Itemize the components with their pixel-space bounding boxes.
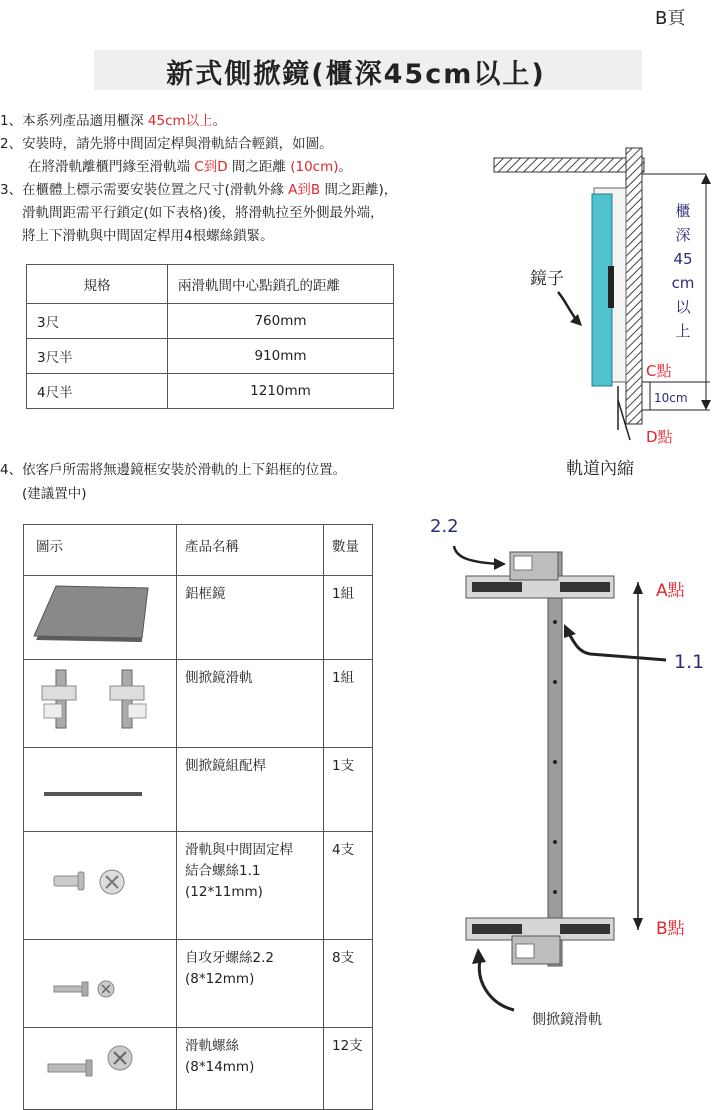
parts-header-name: 產品名稱 (177, 525, 324, 576)
point-b-label: B點 (656, 919, 685, 939)
front-view-diagram (420, 512, 712, 1042)
rail-label: 側掀鏡滑軌 (532, 1012, 602, 1028)
page-title: 新式側掀鏡(櫃深45cm以上) (166, 59, 546, 90)
rail-pointer (479, 960, 514, 1010)
parts-image-cell (24, 940, 177, 1028)
part-name (177, 832, 324, 940)
connecting-rod-icon (24, 748, 152, 824)
table-row (27, 339, 394, 374)
part-qty: 1組 (324, 660, 373, 748)
table-row (24, 660, 373, 748)
cabinet-depth-char: cm (671, 274, 695, 292)
rod-1-1-pointer (568, 632, 666, 660)
point-c-label: C點 (646, 362, 672, 380)
screw-2-2-label: 2.2 (430, 516, 459, 537)
cabinet-side-wall (626, 148, 642, 424)
self-tapping-screws-icon (24, 940, 152, 1020)
spec-size: 3尺 (27, 304, 168, 339)
instruction-3c: 將上下滑軌與中間固定桿用4根螺絲鎖緊。 (22, 228, 274, 244)
top-rail (466, 552, 614, 598)
center-rod (548, 552, 562, 966)
table-row (24, 1028, 373, 1110)
part-name (177, 1028, 324, 1110)
part-name (177, 940, 324, 1028)
table-row (27, 374, 394, 409)
part-name-line: (12*11mm) (185, 884, 263, 900)
rail-bracket (608, 266, 614, 308)
table-row (24, 940, 373, 1028)
part-qty: 1組 (324, 576, 373, 660)
table-row (24, 748, 373, 832)
part-name: 鋁框鏡 (177, 576, 324, 660)
bottom-rail (466, 918, 614, 964)
parts-image-cell (24, 1028, 177, 1110)
cabinet-depth-char: 上 (675, 322, 691, 340)
instruction-1: 1、本系列產品適用櫃深 45cm以上。 (0, 113, 227, 129)
table-row (27, 304, 394, 339)
parts-header-row (24, 525, 373, 576)
spec-distance: 760mm (168, 304, 394, 339)
part-qty: 12支 (324, 1028, 373, 1110)
rod-1-1-label: 1.1 (674, 651, 705, 673)
parts-image-cell (24, 576, 177, 660)
spec-header-row (27, 265, 394, 304)
part-name-line: 結合螺絲1.1 (185, 863, 261, 879)
rail-retract-label: 軌道內縮 (566, 459, 634, 479)
spec-size: 3尺半 (27, 339, 168, 374)
instruction-3b: 滑軌間距需平行鎖定(如下表格)後，將滑軌拉至外側最外端， (22, 205, 384, 221)
parts-header-qty: 數量 (324, 525, 373, 576)
part-qty: 4支 (324, 832, 373, 940)
rail-screws-icon (24, 1028, 152, 1102)
cabinet-top-wall (494, 158, 644, 172)
mirror-label: 鏡子 (530, 269, 564, 289)
screw-2-2-pointer (454, 546, 498, 564)
mirror-pointer-arrowhead (570, 314, 582, 326)
screws-1-1-icon (24, 832, 152, 932)
instructions (0, 110, 397, 248)
point-d-label: D點 (646, 428, 673, 446)
spec-size: 4尺半 (27, 374, 168, 409)
cabinet-depth-char: 櫃 (675, 202, 691, 220)
cabinet-depth-char: 45 (673, 250, 693, 268)
part-qty: 8支 (324, 940, 373, 1028)
part-name-line: (8*12mm) (185, 971, 255, 987)
instruction-4-line2: (建議置中) (22, 486, 87, 502)
spec-distance: 910mm (168, 339, 394, 374)
spec-table (26, 264, 394, 409)
part-name-line: 自攻牙螺絲2.2 (185, 950, 274, 966)
cabinet-depth-char: 深 (675, 226, 691, 244)
instruction-4-line1: 4、依客戶所需將無邊鏡框安裝於滑軌的上下鋁框的位置。 (0, 462, 347, 478)
spec-header-distance: 兩滑軌間中心點鎖孔的距離 (168, 265, 394, 304)
parts-image-cell (24, 832, 177, 940)
slide-rails-icon (24, 660, 152, 740)
table-row (24, 576, 373, 660)
part-name-line: 滑軌螺絲 (185, 1038, 239, 1054)
point-a-label: A點 (656, 581, 685, 601)
part-name-line: (8*14mm) (185, 1059, 255, 1075)
cabinet-depth-char: 以 (675, 298, 691, 316)
spec-distance: 1210mm (168, 374, 394, 409)
parts-table (23, 524, 373, 1110)
instruction-2: 2、安裝時，請先將中間固定桿與滑軌結合輕鎖，如圖。 (0, 136, 333, 152)
page-tag: B頁 (655, 8, 686, 29)
table-row (24, 832, 373, 940)
instruction-4 (0, 458, 346, 506)
spec-header-size: 規格 (27, 265, 168, 304)
part-name: 側掀鏡滑軌 (177, 660, 324, 748)
part-name-line: 滑軌與中間固定桿 (185, 842, 293, 858)
instruction-3: 3、在櫃體上標示需要安裝位置之尺寸(滑軌外緣 A到B 間之距離)， (0, 182, 398, 198)
part-name: 側掀鏡組配桿 (177, 748, 324, 832)
parts-image-cell (24, 748, 177, 832)
part-qty: 1支 (324, 748, 373, 832)
parts-image-cell (24, 660, 177, 748)
aluminum-mirror-icon (24, 576, 152, 652)
parts-header-image: 圖示 (24, 525, 177, 576)
side-view-diagram (470, 140, 712, 480)
gap-label: 10cm (654, 391, 688, 405)
instruction-2b: 在將滑軌離櫃門緣至滑軌端 C到D 間之距離 (10cm)。 (28, 159, 353, 175)
